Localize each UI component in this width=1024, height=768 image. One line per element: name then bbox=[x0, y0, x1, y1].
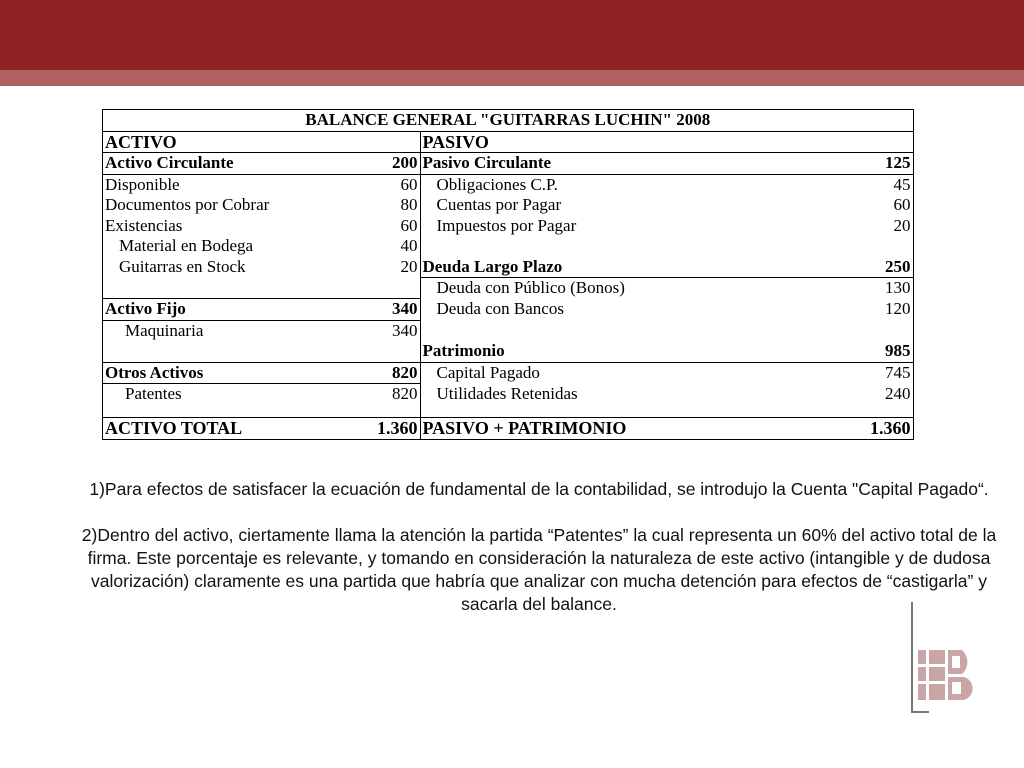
balance-table bbox=[102, 109, 914, 440]
row-right-value: 745 bbox=[779, 362, 914, 384]
row-left-label: Documentos por Cobrar bbox=[103, 195, 376, 216]
total-left-label: ACTIVO TOTAL bbox=[103, 417, 376, 439]
row-left-label: Activo Circulante bbox=[103, 153, 376, 175]
row-right-label: Utilidades Retenidas bbox=[420, 384, 779, 405]
row-left-label: Patentes bbox=[103, 384, 376, 405]
total-left-value: 1.360 bbox=[375, 417, 420, 439]
pasivo-header: PASIVO bbox=[420, 131, 913, 153]
activo-header: ACTIVO bbox=[103, 131, 421, 153]
row-right-label: Deuda con Bancos bbox=[420, 299, 779, 321]
row-left-label bbox=[103, 341, 376, 362]
row-right-value: 985 bbox=[779, 341, 914, 362]
notes-text bbox=[80, 478, 998, 639]
row-left-label bbox=[103, 278, 376, 299]
row-left-value: 340 bbox=[375, 299, 420, 321]
row-right-label: Impuestos por Pagar bbox=[420, 216, 779, 237]
row-right-label: Cuentas por Pagar bbox=[420, 195, 779, 216]
row-left-value: 40 bbox=[375, 236, 420, 257]
note-2: 2)Dentro del activo, ciertamente llama la atención la partida “Patentes” la cual representa un 60% del activo total de la firma. Este porcentaje es relevante, y tomando en consideración la naturaleza de este activo (intangible y de dudosa valorización) claramente es una partida que habría que analizar con mucha detención para efectos de “castigarla” y sacarla del balance. bbox=[81, 525, 997, 614]
row-left-value: 80 bbox=[375, 195, 420, 216]
row-left-label: Material en Bodega bbox=[103, 236, 376, 257]
row-left-value: 60 bbox=[375, 174, 420, 195]
row-right-label: Pasivo Circulante bbox=[420, 153, 779, 175]
row-left-value: 200 bbox=[375, 153, 420, 175]
row-left-label: Otros Activos bbox=[103, 362, 376, 384]
row-left-label: Existencias bbox=[103, 216, 376, 237]
row-left-label: Activo Fijo bbox=[103, 299, 376, 321]
row-right-value: 60 bbox=[779, 195, 914, 216]
logo-divider-vertical bbox=[911, 602, 913, 712]
row-right-value: 125 bbox=[779, 153, 914, 175]
row-left-label: Guitarras en Stock bbox=[103, 257, 376, 278]
row-right-value: 20 bbox=[779, 216, 914, 237]
row-left-value: 820 bbox=[375, 362, 420, 384]
header-band bbox=[0, 0, 1024, 70]
row-right-value: 45 bbox=[779, 174, 914, 195]
row-right-value: 130 bbox=[779, 278, 914, 299]
row-right-label: Obligaciones C.P. bbox=[420, 174, 779, 195]
university-logo-icon bbox=[918, 650, 980, 700]
total-right-label: PASIVO + PATRIMONIO bbox=[420, 417, 779, 439]
row-left-label: Disponible bbox=[103, 174, 376, 195]
row-left-value bbox=[375, 278, 420, 299]
row-left-value: 60 bbox=[375, 216, 420, 237]
row-right-value: 240 bbox=[779, 384, 914, 405]
table-title: BALANCE GENERAL "GUITARRAS LUCHIN" 2008 bbox=[103, 110, 914, 132]
row-right-label: Deuda Largo Plazo bbox=[420, 257, 779, 278]
row-right-value: 120 bbox=[779, 299, 914, 321]
row-right-value bbox=[779, 320, 914, 341]
note-1: 1)Para efectos de satisfacer la ecuación de fundamental de la contabilidad, se introdujo la Cuenta "Capital Pagado“. bbox=[89, 479, 989, 499]
row-right-value bbox=[779, 236, 914, 257]
row-right-label bbox=[420, 236, 779, 257]
row-left-label: Maquinaria bbox=[103, 320, 376, 341]
total-right-value: 1.360 bbox=[779, 417, 914, 439]
row-right-value: 250 bbox=[779, 257, 914, 278]
row-left-value: 340 bbox=[375, 320, 420, 341]
row-left-value bbox=[375, 341, 420, 362]
row-right-label: Patrimonio bbox=[420, 341, 779, 362]
header-stripe bbox=[0, 70, 1024, 86]
row-right-label: Capital Pagado bbox=[420, 362, 779, 384]
row-right-label: Deuda con Público (Bonos) bbox=[420, 278, 779, 299]
row-left-value: 20 bbox=[375, 257, 420, 278]
logo-divider-horizontal bbox=[911, 711, 929, 713]
row-left-value: 820 bbox=[375, 384, 420, 405]
row-right-label bbox=[420, 320, 779, 341]
